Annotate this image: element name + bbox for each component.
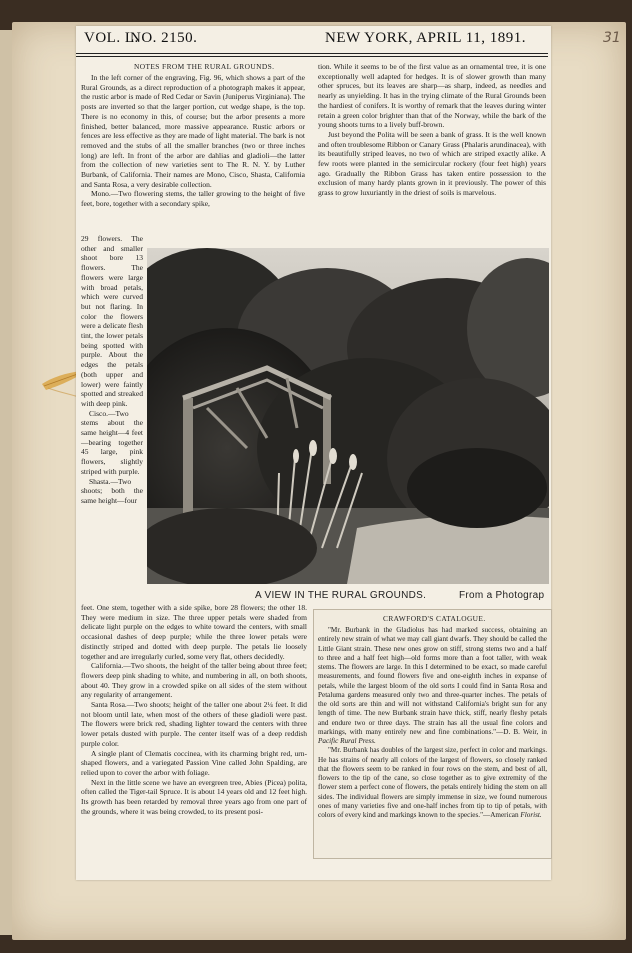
paragraph: Santa Rosa.—Two shoots; height of the taller one about 2¼ feet. It did not bloom until late, when most of the others of these gladioli were past. The flowers were brick red, shading lighter toward the centers with three lower petals dusted with purple. The center itself was of a deep reddish purple color. bbox=[81, 700, 307, 748]
paragraph: Cisco.—Two stems about the same height—4 feet—bearing together 45 large, pink flowers, slightly striped with purple. bbox=[81, 408, 143, 476]
page-number: 31 bbox=[603, 30, 621, 46]
masthead-number: NO. 2150. bbox=[130, 30, 198, 46]
quote-source: Pacific Rural Press. bbox=[318, 737, 376, 745]
paragraph: 29 flowers. The other and smaller shoot bore 13 flowers. The flowers were large with broad petals, which were curved but not flaring. In color the flowers were a delicate flesh tint, the lower petals being spotted with purple. About the edges the petals (both upper and lower) were faintly spotted and streaked with deep pink. bbox=[81, 234, 143, 408]
paragraph bbox=[318, 626, 547, 746]
paragraph: In the left corner of the engraving, Fig. 96, which shows a part of the Rural Grounds, as a direct reproduction of a photograph makes it appear, the rustic arbor is made of Red Cedar or Savin (Juniperus Virginiana). The posts are inverted so that the larger portion, cut wedge shape, is the top. There is no economy in this, of course; but the arbor presents a more finished, better balanced, more massive appearance. Rustic arbors or fences are less effective as they are made of light material. The bark is not removed and the stubs of all the smaller branches (two or three inches long) are left. In front of the arbor are dahlias and gladioli—the latter from the collection of new varieties sent to The R. N. Y. by Luther Burbank, of California. Their names are Mono, Cisco, Shasta, California and Santa Rosa, a very desirable collection. bbox=[81, 73, 305, 189]
masthead-rule-2 bbox=[76, 56, 548, 57]
left-column-bottom bbox=[81, 603, 307, 816]
narrow-column bbox=[81, 234, 143, 506]
masthead-volume: VOL. L. bbox=[84, 30, 139, 46]
quote-source: Florist. bbox=[520, 811, 542, 819]
paragraph: feet. One stem, together with a side spike, bore 28 flowers; the other 18. They were medium in size. The three upper petals were shaded from delicate light purple on the edges to white toward the centers, with small occasional dashes of deep purple; while the three lower petals were distinctly striped and dotted with deep purple. The petals lie loosely together and are irregularly curled, some very flat, others decidedly. bbox=[81, 603, 307, 661]
binding-strip bbox=[0, 30, 12, 935]
catalogue-heading: CRAWFORD'S CATALOGUE. bbox=[383, 614, 486, 623]
paragraph: Mono.—Two flowering stems, the taller growing to the height of five feet, bore, together with a secondary spike, bbox=[81, 189, 305, 209]
right-column-top bbox=[318, 62, 546, 198]
masthead-date: NEW YORK, APRIL 11, 1891. bbox=[325, 30, 526, 46]
quote-text: "Mr. Burbank in the Gladiolus has had marked success, obtaining an entirely new strain of what we may call giant dwarfs. They should be called the Little Giant strain. These new ones grow on stiff, strong stems two and a half to three and a half feet high—old forms more than a foot taller, with weak stems. The flowers are large. In this I determined to be exact, so made careful measurements, and found flowers five and one-eighth inches in expanse of petals, while the largest bloom of the old sorts I could find in Santa Rosa and Petaluma gardens measured only two and three-quarter inches. The petals of the old sorts are thin and will not withstand California's bright sun for any length of time. The new Burbank strain have thick, stiff, nearly fleshy petals and endure two or three days. The strain has all the usual fine colors and markings, with many entirely new and fine combinations."—D. B. Weir, in bbox=[318, 626, 547, 736]
paragraph: tion. While it seems to be of the first value as an ornamental tree, it is one exceptionally well adapted for hedges. It is of slower growth than many other spruces, but its leaves are sharp—as sharp, indeed, as needles and nearly as unyielding. It has in the trying climate of the Rural Grounds been the hardiest of conifers. It is worthy of remark that the leaves during winter retain a green color brighter than that of the Norway, while the bark of the young shoots turns to a lively buff-brown. bbox=[318, 62, 546, 130]
engraving-photo bbox=[147, 248, 549, 584]
paragraph: Next in the little scene we have an evergreen tree, Abies (Picea) polita, often called the Tiger-tail Spruce. It is about 14 years old and 12 feet high. Its growth has been retarded by removal three years ago from one part of the grounds, where it was being crowded, to its present posi- bbox=[81, 777, 307, 816]
article-heading: NOTES FROM THE RURAL GROUNDS. bbox=[134, 62, 275, 71]
photo-caption: A VIEW IN THE RURAL GROUNDS. bbox=[255, 590, 427, 601]
paragraph: Shasta.—Two shoots; both the same height—four bbox=[81, 476, 143, 505]
paragraph: California.—Two shoots, the height of the taller being about three feet; flowers deep pink shading to white, and numbering in all, on both shoots, about 40. They grow in a crowded spike on all sides of the stem without any regularity of arrangement. bbox=[81, 661, 307, 700]
left-column-top bbox=[81, 73, 305, 209]
quote-text: "Mr. Burbank has doubles of the largest size, perfect in color and markings. He has strains of nearly all colors of the largest of flowers, so closely ranked that the flowers seem to be ranked in four rows on the stem, and best of all, flowers to the tip of the cane, so close together as to give extremity of the flower stem a perfect cone of flowers, the petals entirely hiding the stem on all sides. The individual flowers are simply immense in size, we found numerous ones of many varieties five and one-half inches from tip to tip of petals, with colors of every kind and markings known to the species."—American bbox=[318, 746, 547, 819]
paragraph: A single plant of Clematis coccinea, with its charming bright red, urn-shaped flowers, and a variegated Passion Vine called John Spalding, are relied upon to cover the arbor with foliage. bbox=[81, 748, 307, 777]
catalogue-text bbox=[318, 626, 547, 820]
photo-caption-suffix: From a Photograp bbox=[459, 590, 545, 601]
masthead-rule bbox=[76, 53, 548, 54]
paragraph: Just beyond the Polita will be seen a bank of grass. It is the well known and often troublesome Ribbon or Canary Grass (Phalaris arundinacea), with its beautifully striped leaves, no two of which are striped exactly alike. A few roots were planted in the semicircular rockery (four feet high) years ago. Gradually the Ribbon Grass has taken entire possession to the exclusion of many hardy plants grown in it previously. The power of this grass to grow luxuriantly in the driest of soils is marvelous. bbox=[318, 129, 546, 198]
paragraph bbox=[318, 746, 547, 820]
